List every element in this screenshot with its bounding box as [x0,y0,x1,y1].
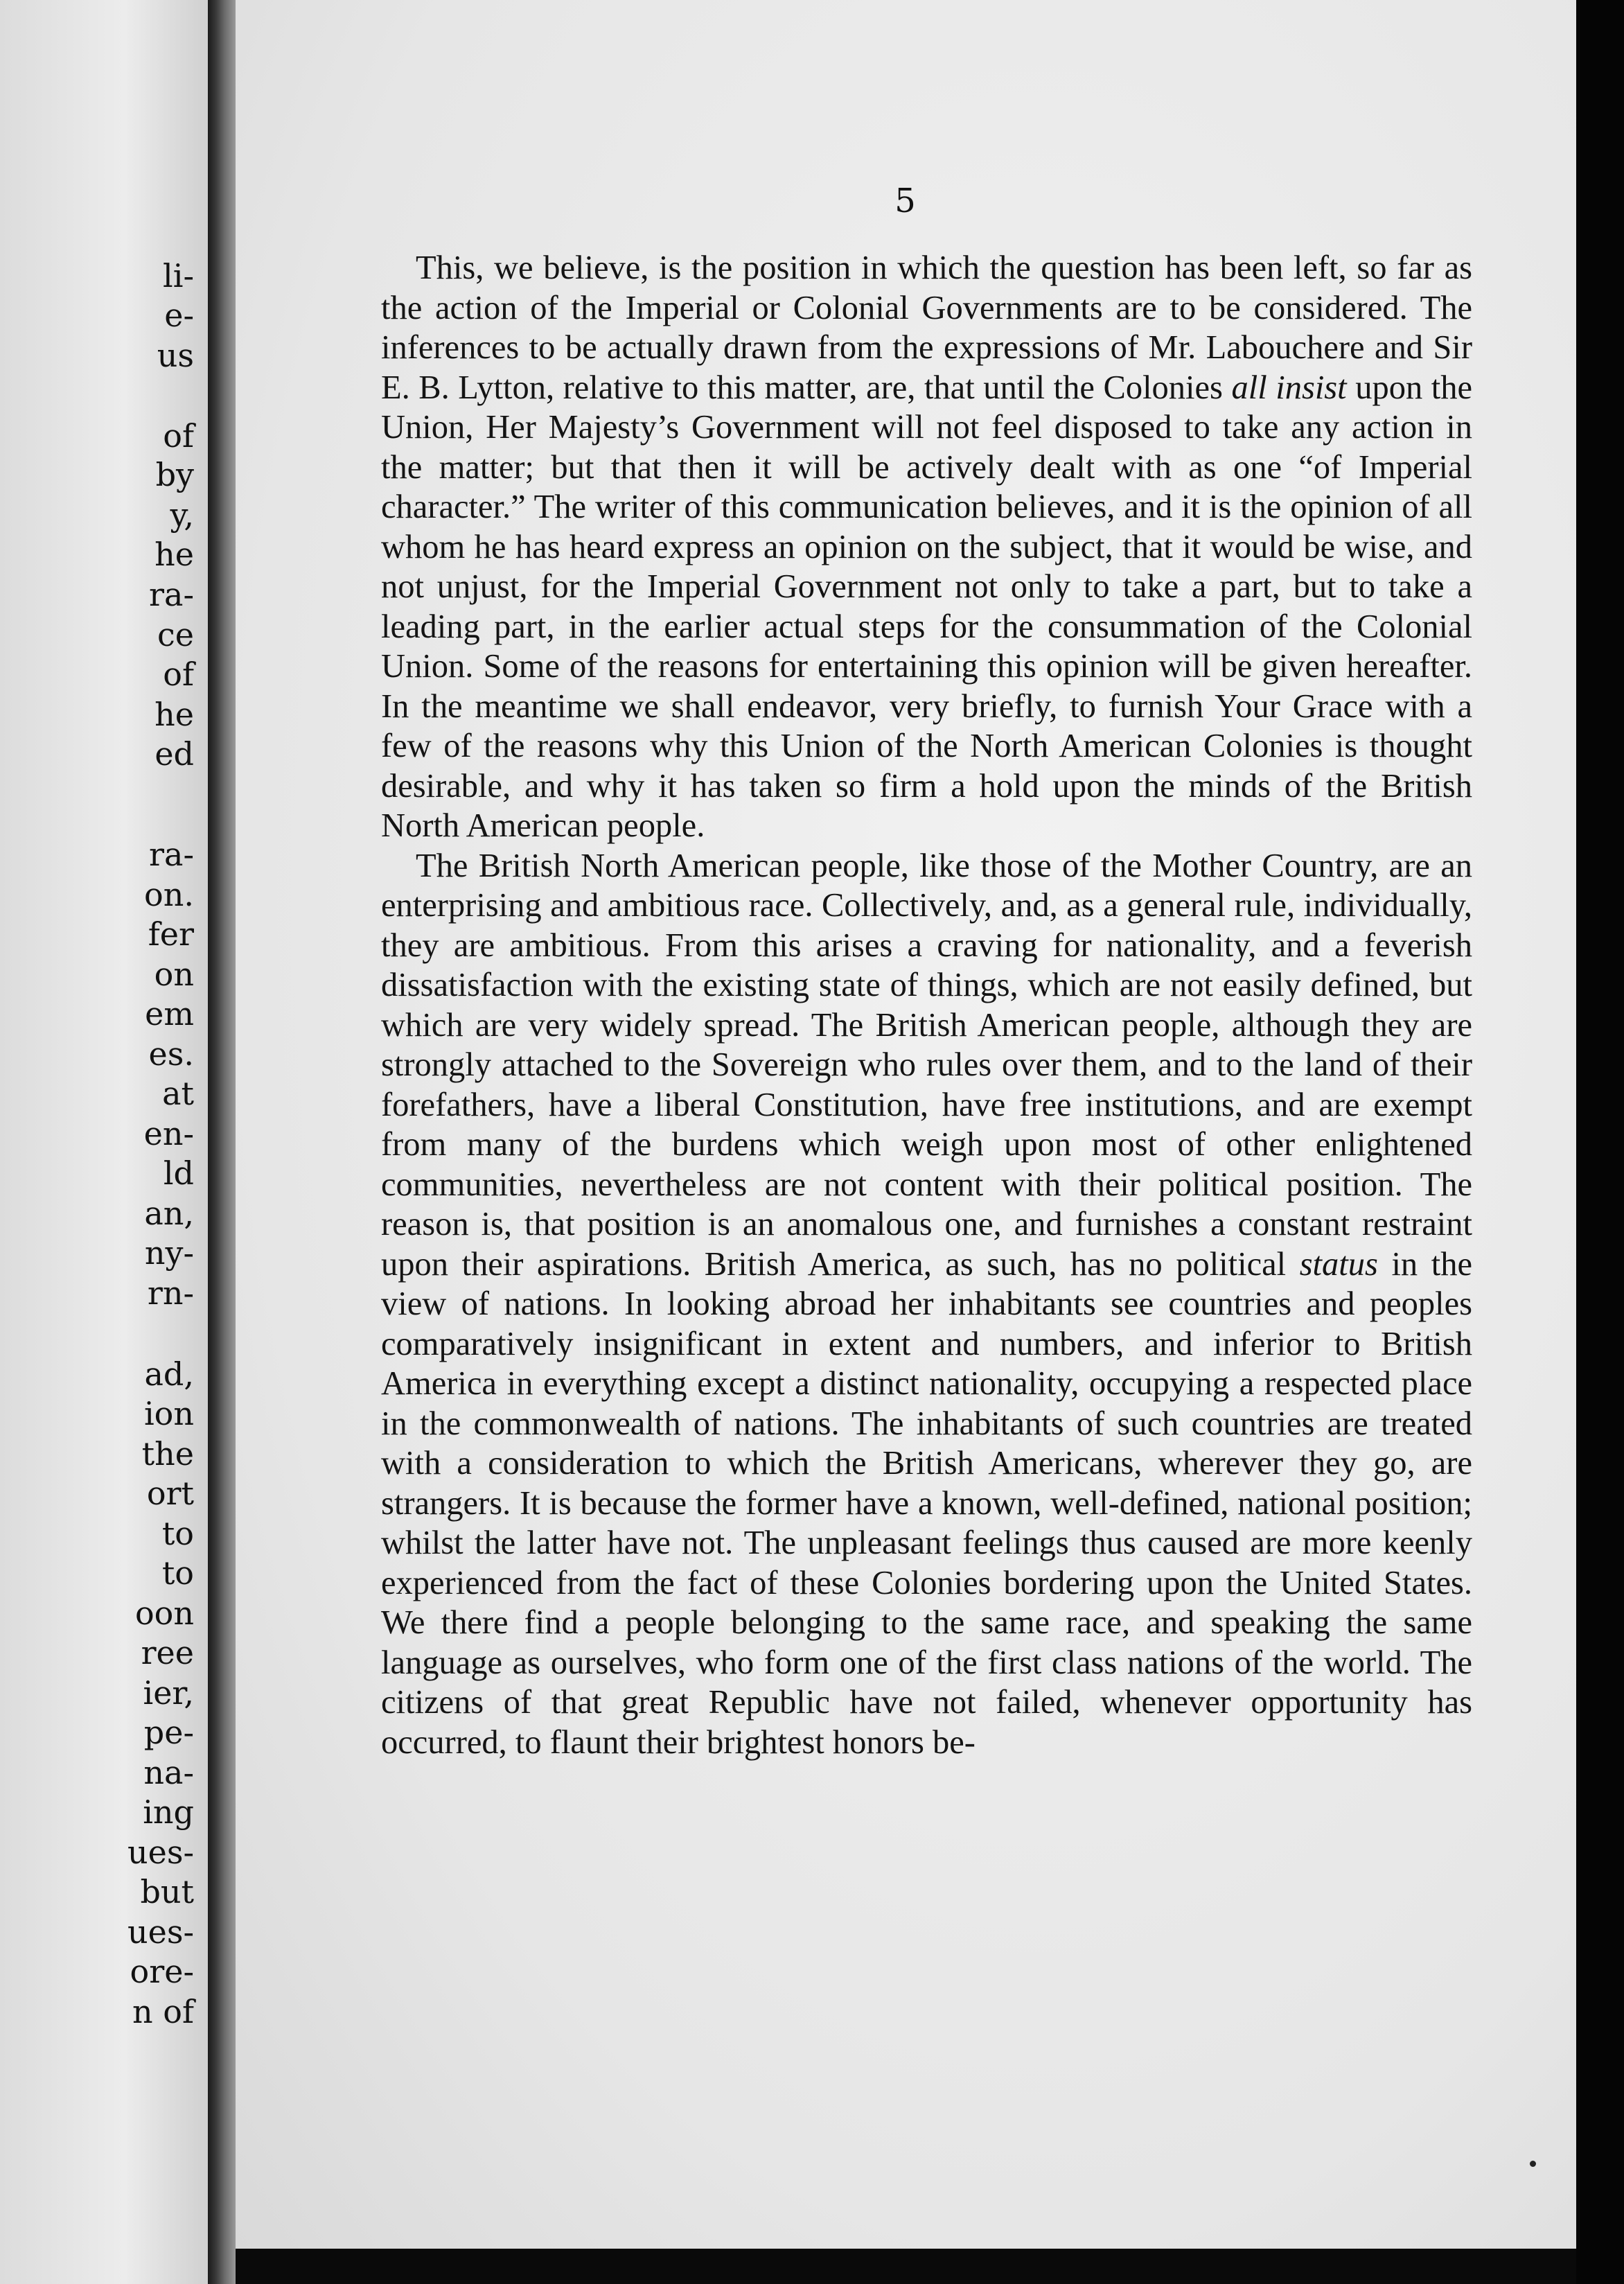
left-page-fragment: to [161,1554,194,1592]
left-page-fragment: oon [134,1595,194,1632]
left-page-fragment: ed [155,735,194,773]
left-page-fragment: fer [148,915,194,953]
left-page-fragment: the [141,1435,194,1473]
left-page-fragment: he [155,536,194,573]
left-page-fragment: li- [163,257,194,295]
left-page-fragment: ce [157,616,194,653]
paragraph-1-part-2: upon the Union, Her Majesty’s Government will not feel disposed to take any action in the matter; but that then it will be actively dealt with as one “of Imperial character.” The writer of this communication believes, and it is the opinion of all whom he has heard express an opinion on the subject, that it would be wise, and not unjust, for the Imperial Government not only to take a part, but to take a leading part, in the earlier actual steps for the consummation of the Colonial Union. Some of the reasons for entertaining this opinion will be given hereafter. In the meantime we shall endeavor, very briefly, to furnish Your Grace with a few of the reasons why this Union of the North American Colonies is thought desirable, and why it has taken so firm a hold upon the minds of the British North American people. [381,369,1472,844]
left-page-fragment: ad, [144,1355,194,1393]
paragraph-2 [381,846,1472,1763]
paragraph-1 [381,248,1472,846]
left-page-fragment: rn- [147,1274,194,1312]
left-page-fragment: ion [143,1395,194,1432]
left-page-fragment: by [155,456,194,493]
left-page-fragment: pe- [143,1714,194,1751]
left-page-fragment: ree [141,1634,194,1671]
left-page-fragment: an, [144,1195,194,1232]
left-page-fragment: ore- [130,1953,194,1990]
main-page [236,0,1576,2249]
paragraph-2-part-1: The British North American people, like those of the Mother Country, are an enterprising and ambitious race. Collectively, and, as a general rule, individually, they are ambitious. From this arises a craving for nationality, and a feverish dissatisfaction with the existing state of things, which are not easily defined, but which are very widely spread. The British American people, although they are strongly attached to the Sovereign who rules over them, and to the land of their forefathers, have a liberal Constitution, have free institutions, and are exempt from many of the burdens which weigh upon most of other enlightened communities, nevertheless are not content with their political position. The reason is, that position is an anomalous one, and furnishes a constant restraint upon their aspirations. British America, as such, has no political [381,847,1472,1283]
left-page-fragment: es. [148,1035,194,1073]
left-page-edge [0,0,208,2284]
left-page-fragment: us [157,337,194,374]
left-page-fragment: ing [143,1793,194,1831]
ink-speck [1530,2161,1536,2167]
paragraph-1-part-1: This, we believe, is the position in which the question has been left, so far as the action of the Imperial or Colonial Governments are to be considered. The inferences to be actually drawn from the expressions of Mr. Labouchere and Sir E. B. Lytton, relative to this matter, are, that until the Colonies [381,249,1472,406]
left-page-fragment: on [154,956,194,993]
paragraph-2-part-2: in the view of nations. In looking abroad her inhabitants see countries and peoples comparatively insignificant in extent and numbers, and inferior to British America in everything except a distinct nationality, occupying a respected place in the commonwealth of nations. The inhabitants of such countries are treated with a consideration to which the British Americans, wherever they go, are strangers. It is because the former have a known, well-defined, national position; whilst the latter have not. The unpleasant feelings thus caused are more keenly experienced from the fact of these Colonies bordering upon the United States. We there find a people belonging to the same race, and speaking the same language as ourselves, who form one of the first class nations of the world. The citizens of that great Republic have not failed, whenever opportunity has occurred, to flaunt their brightest honors be- [381,1245,1472,1761]
left-page-fragment: ues- [127,1913,194,1951]
book-gutter [208,0,236,2284]
left-page-fragment: of [163,417,194,455]
left-page-fragment: ort [146,1475,194,1512]
left-page-fragment: ra- [149,576,194,613]
left-page-text-fragments [0,0,208,2284]
page-bottom-shadow [236,2249,1576,2284]
page-number: 5 [894,182,916,220]
left-page-fragment: but [140,1873,194,1910]
left-page-fragment: ra- [149,836,194,873]
left-page-fragment: e- [164,297,194,334]
left-page-fragment: n of [132,1993,194,2030]
left-page-fragment: he [155,696,194,733]
left-page-fragment: ld [163,1154,194,1192]
left-page-fragment: on. [144,876,194,913]
body-text [381,248,1472,1762]
left-page-fragment: ier, [143,1674,194,1712]
paragraph-1-italic: all insist [1231,369,1347,406]
left-page-fragment: at [162,1075,194,1112]
left-page-fragment: y, [170,496,194,534]
paragraph-2-italic: status [1299,1245,1378,1283]
left-page-fragment: em [145,995,194,1033]
left-page-fragment: en- [143,1115,194,1152]
left-page-fragment: na- [143,1754,194,1791]
left-page-fragment: ny- [144,1234,194,1272]
left-page-fragment: ues- [127,1834,194,1871]
left-page-fragment: to [161,1515,194,1552]
left-page-fragment: of [163,656,194,693]
